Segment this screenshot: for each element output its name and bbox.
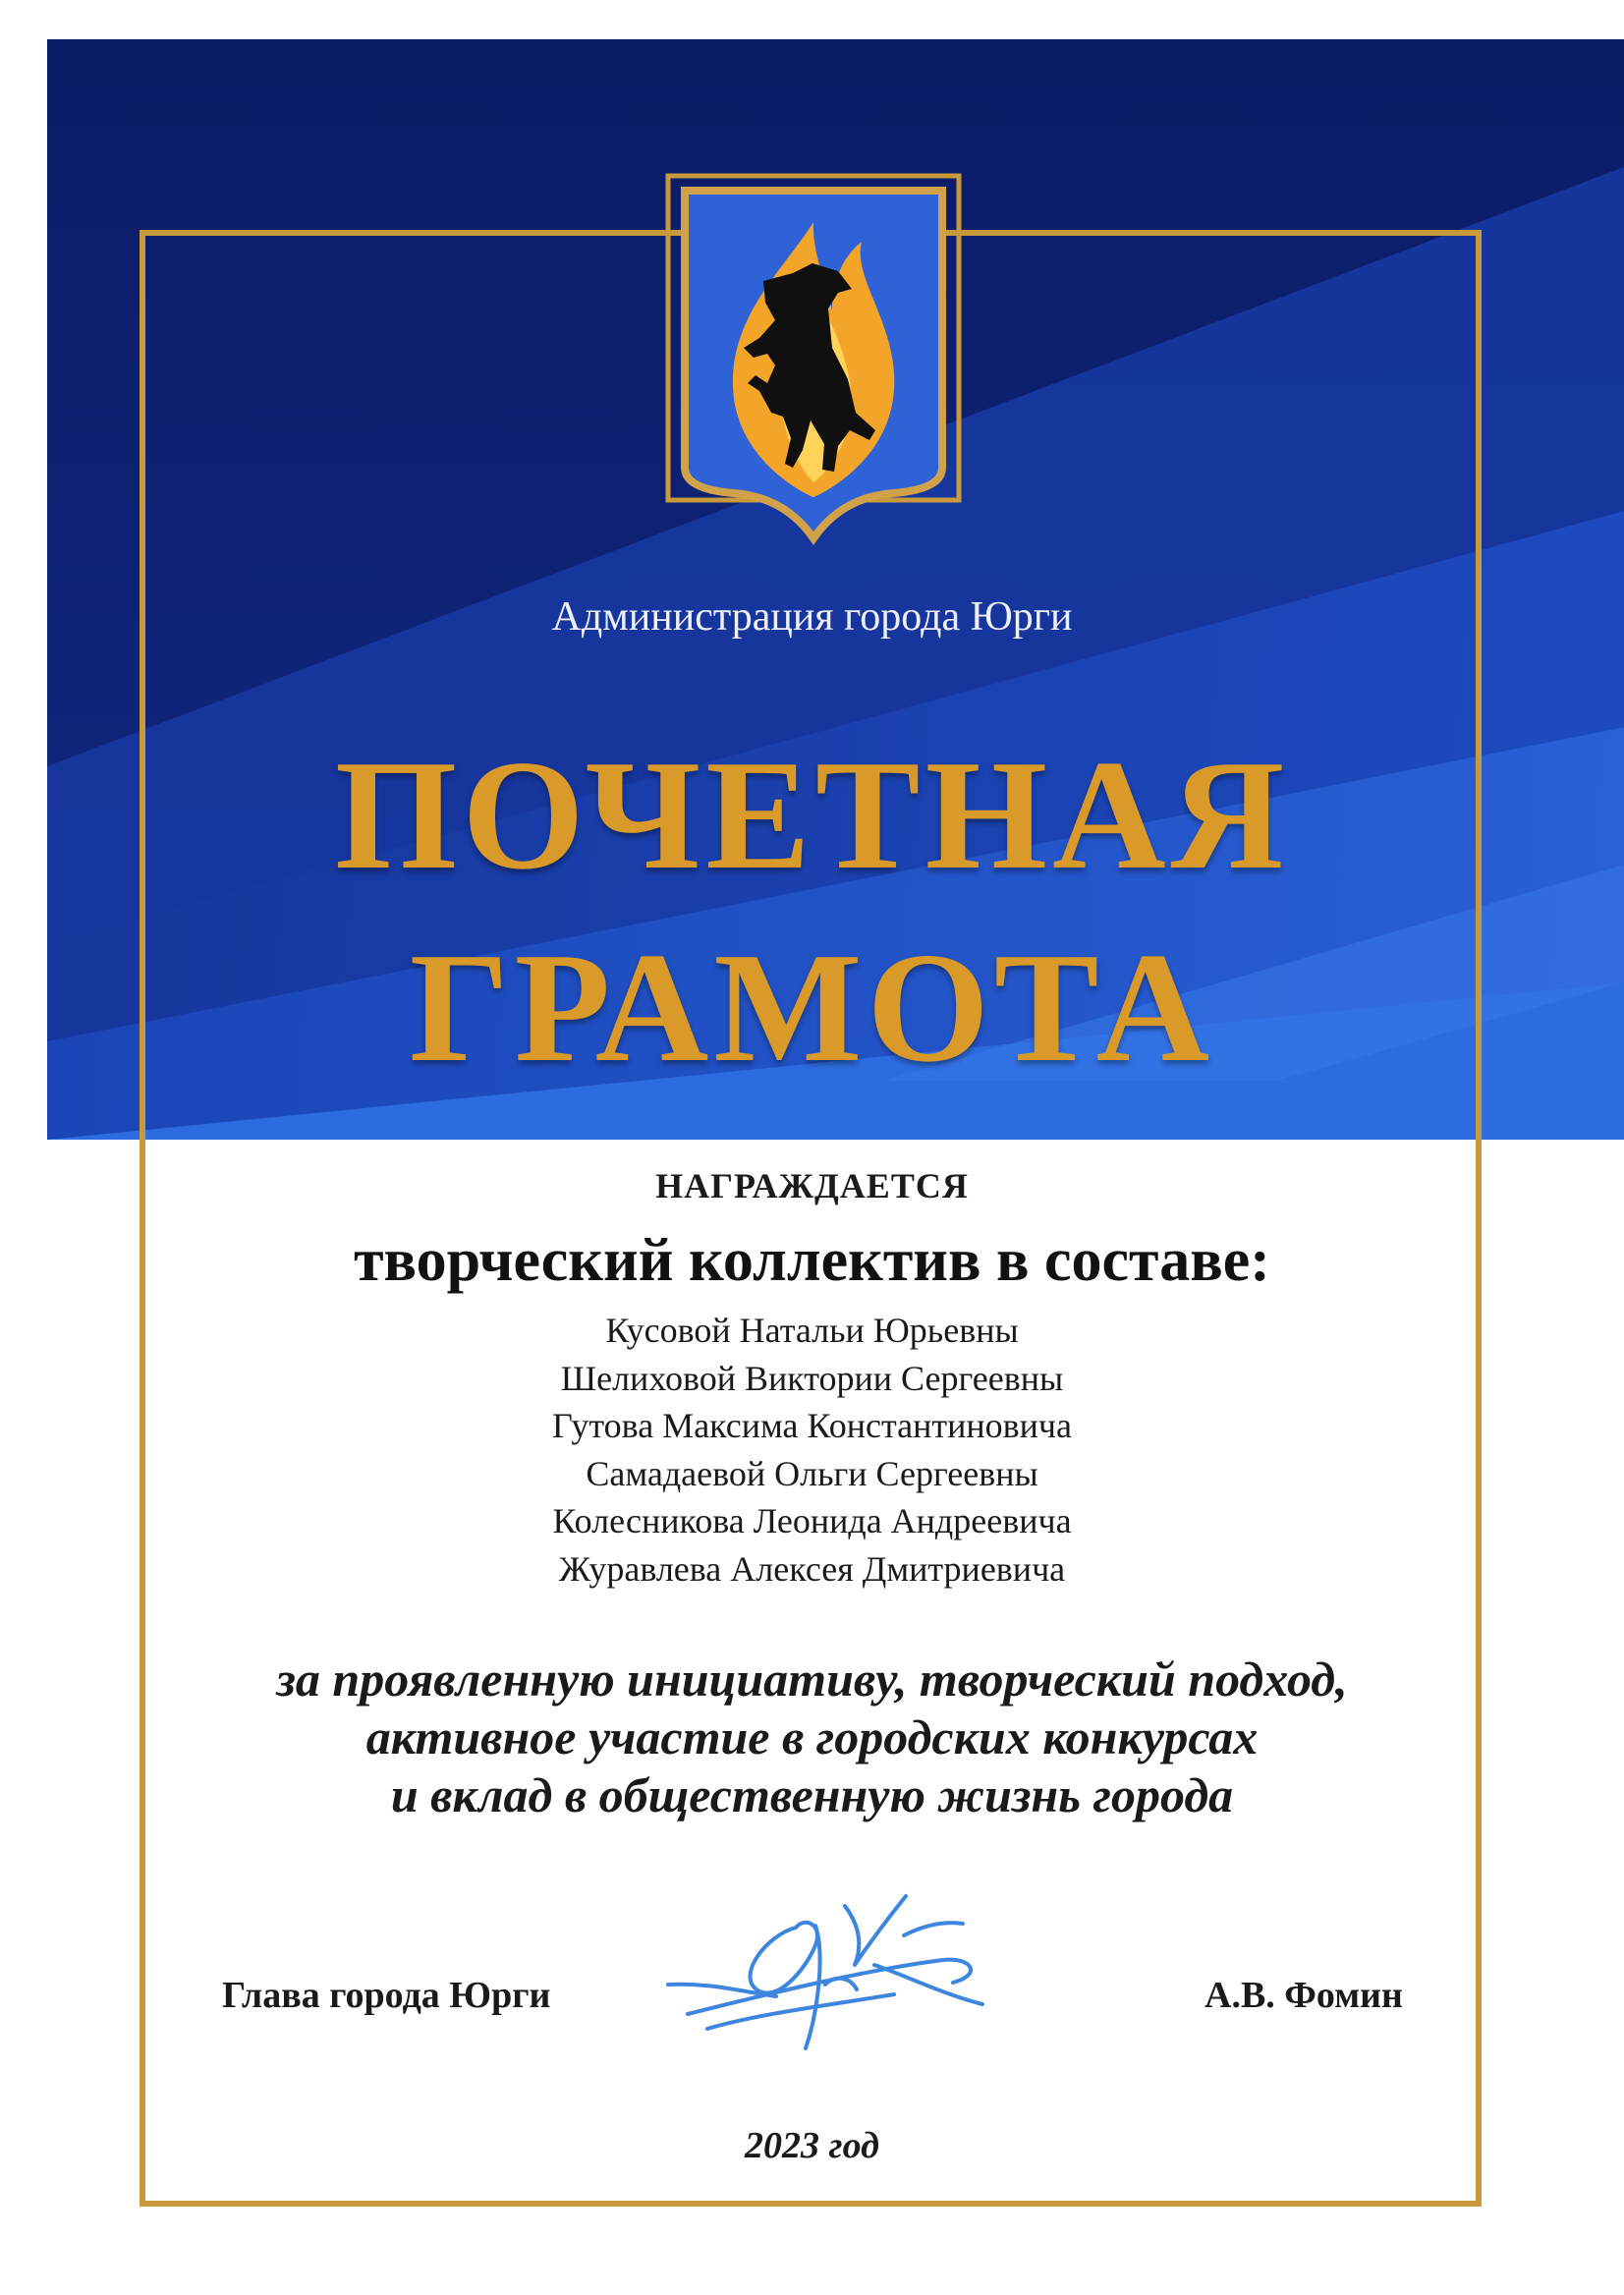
reason-line: и вклад в общественную жизнь города [390,1767,1234,1822]
signature-icon [648,1867,1022,2063]
coat-of-arms-icon [665,173,962,546]
reason-line: активное участие в городских конкурсах [365,1709,1259,1764]
signatory-name: А.В. Фомин [1204,1975,1403,2016]
members-list [0,1307,1624,1593]
reason-line: за проявленную инициативу, творческий подход, [276,1651,1348,1707]
title-line-2: ГРАМОТА [409,920,1215,1094]
member-name: Колесникова Леонида Андреевича [552,1501,1072,1540]
award-reason [0,1651,1624,1824]
member-name: Самадаевой Ольги Сергеевны [586,1453,1038,1493]
administration-name: Администрация города Юрги [551,594,1073,640]
member-name: Кусовой Натальи Юрьевны [605,1311,1019,1350]
member-name: Шелиховой Виктории Сергеевны [560,1358,1064,1398]
member-name: Гутова Максима Константиновича [551,1406,1073,1445]
recipient-heading: творческий коллектив в составе: [354,1227,1270,1294]
title-line-1: ПОЧЕТНАЯ [334,727,1290,902]
year-label: 2023 год [745,2125,879,2166]
signatory-position: Глава города Юрги [222,1975,551,2016]
awarded-label: НАГРАЖДАЕТСЯ [655,1166,969,1205]
member-name: Журавлева Алексея Дмитриевича [558,1548,1066,1589]
